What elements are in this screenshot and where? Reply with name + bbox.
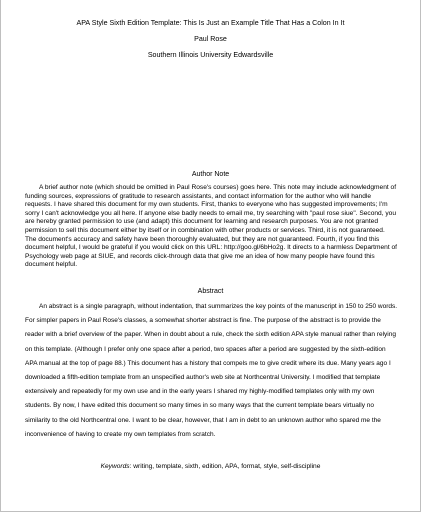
abstract-heading: Abstract [197,288,224,295]
author-note-heading: Author Note [191,171,230,178]
abstract-body [25,300,399,442]
abstract-paragraph: An abstract is a single paragraph, without indentation, that summarizes the key points of the manuscript in 150 to 250 words. For simpler papers in Paul Rose's classes, a somewhat shorter abstract is fine. The purpose of the abstract is to provide the reader with a brief overview of the paper. When in doubt about a rule, check the sixth edition APA style manual rather than relying on this template. (Although I prefer only one space after a period, two spaces after a period are suggested by the sixth-edition APA manual at the top of page 88.) This document has a history that compels me to give credit where its due. Many years ago I downloaded a fifth-edition template from an unspecified author's web site at Northcentral University. I modified that template extensively and repeatedly for my own use and in the early years I shared my highly-modified templates only with my own students. By now, I have edited this document so many times in so many ways that the current template bears virtually no similarity to the old Northcentral one. I want to be clear, however, that I am in debt to an unknown author who spared me the inconvenience of having to create my own templates from scratch. [25,303,398,438]
keywords-list: writing, template, sixth, edition, APA, format, style, self-discipline [133,463,321,470]
author-name: Paul Rose [194,35,227,43]
keywords-colon: : [129,463,134,470]
paper-title: APA Style Sixth Edition Template: This Is Just an Example Title That Has a Colon In It [76,19,345,27]
author-note-paragraph: A brief author note (which should be omitted in Paul Rose's courses) goes here. This note may include acknowledgment of funding sources, expressions of gratitude to research assistants, and contact information for the author who will handle requests. I have shared this document for my own students. First, thanks to everyone who has suggested improvements; I'm sorry I can't acknowledge you all here. If anyone else badly needs to email me, try searching with "paul rose siue". Second, you are hereby granted permission to use (and adapt) this document for learning and research purposes. You are not granted permission to sell this document either by itself or in combination with other products or services. Third, it is not guaranteed. The document's accuracy and safety have been thoroughly evaluated, but they are not guaranteed. Fourth, if you find this document helpful, I would be grateful if you would click on this URL: http://goo.gl/6bHo2g. It directs to a harmless Department of Psychology web page at SIUE, and records click-through data that give me an idea of how many people have found this document helpful. [25,184,398,269]
title-block [1,18,420,60]
author-note-body [25,184,397,270]
author-affiliation: Southern Illinois University Edwardsville [147,51,274,59]
keywords-line [1,462,420,472]
keywords-label: Keywords [100,463,130,470]
